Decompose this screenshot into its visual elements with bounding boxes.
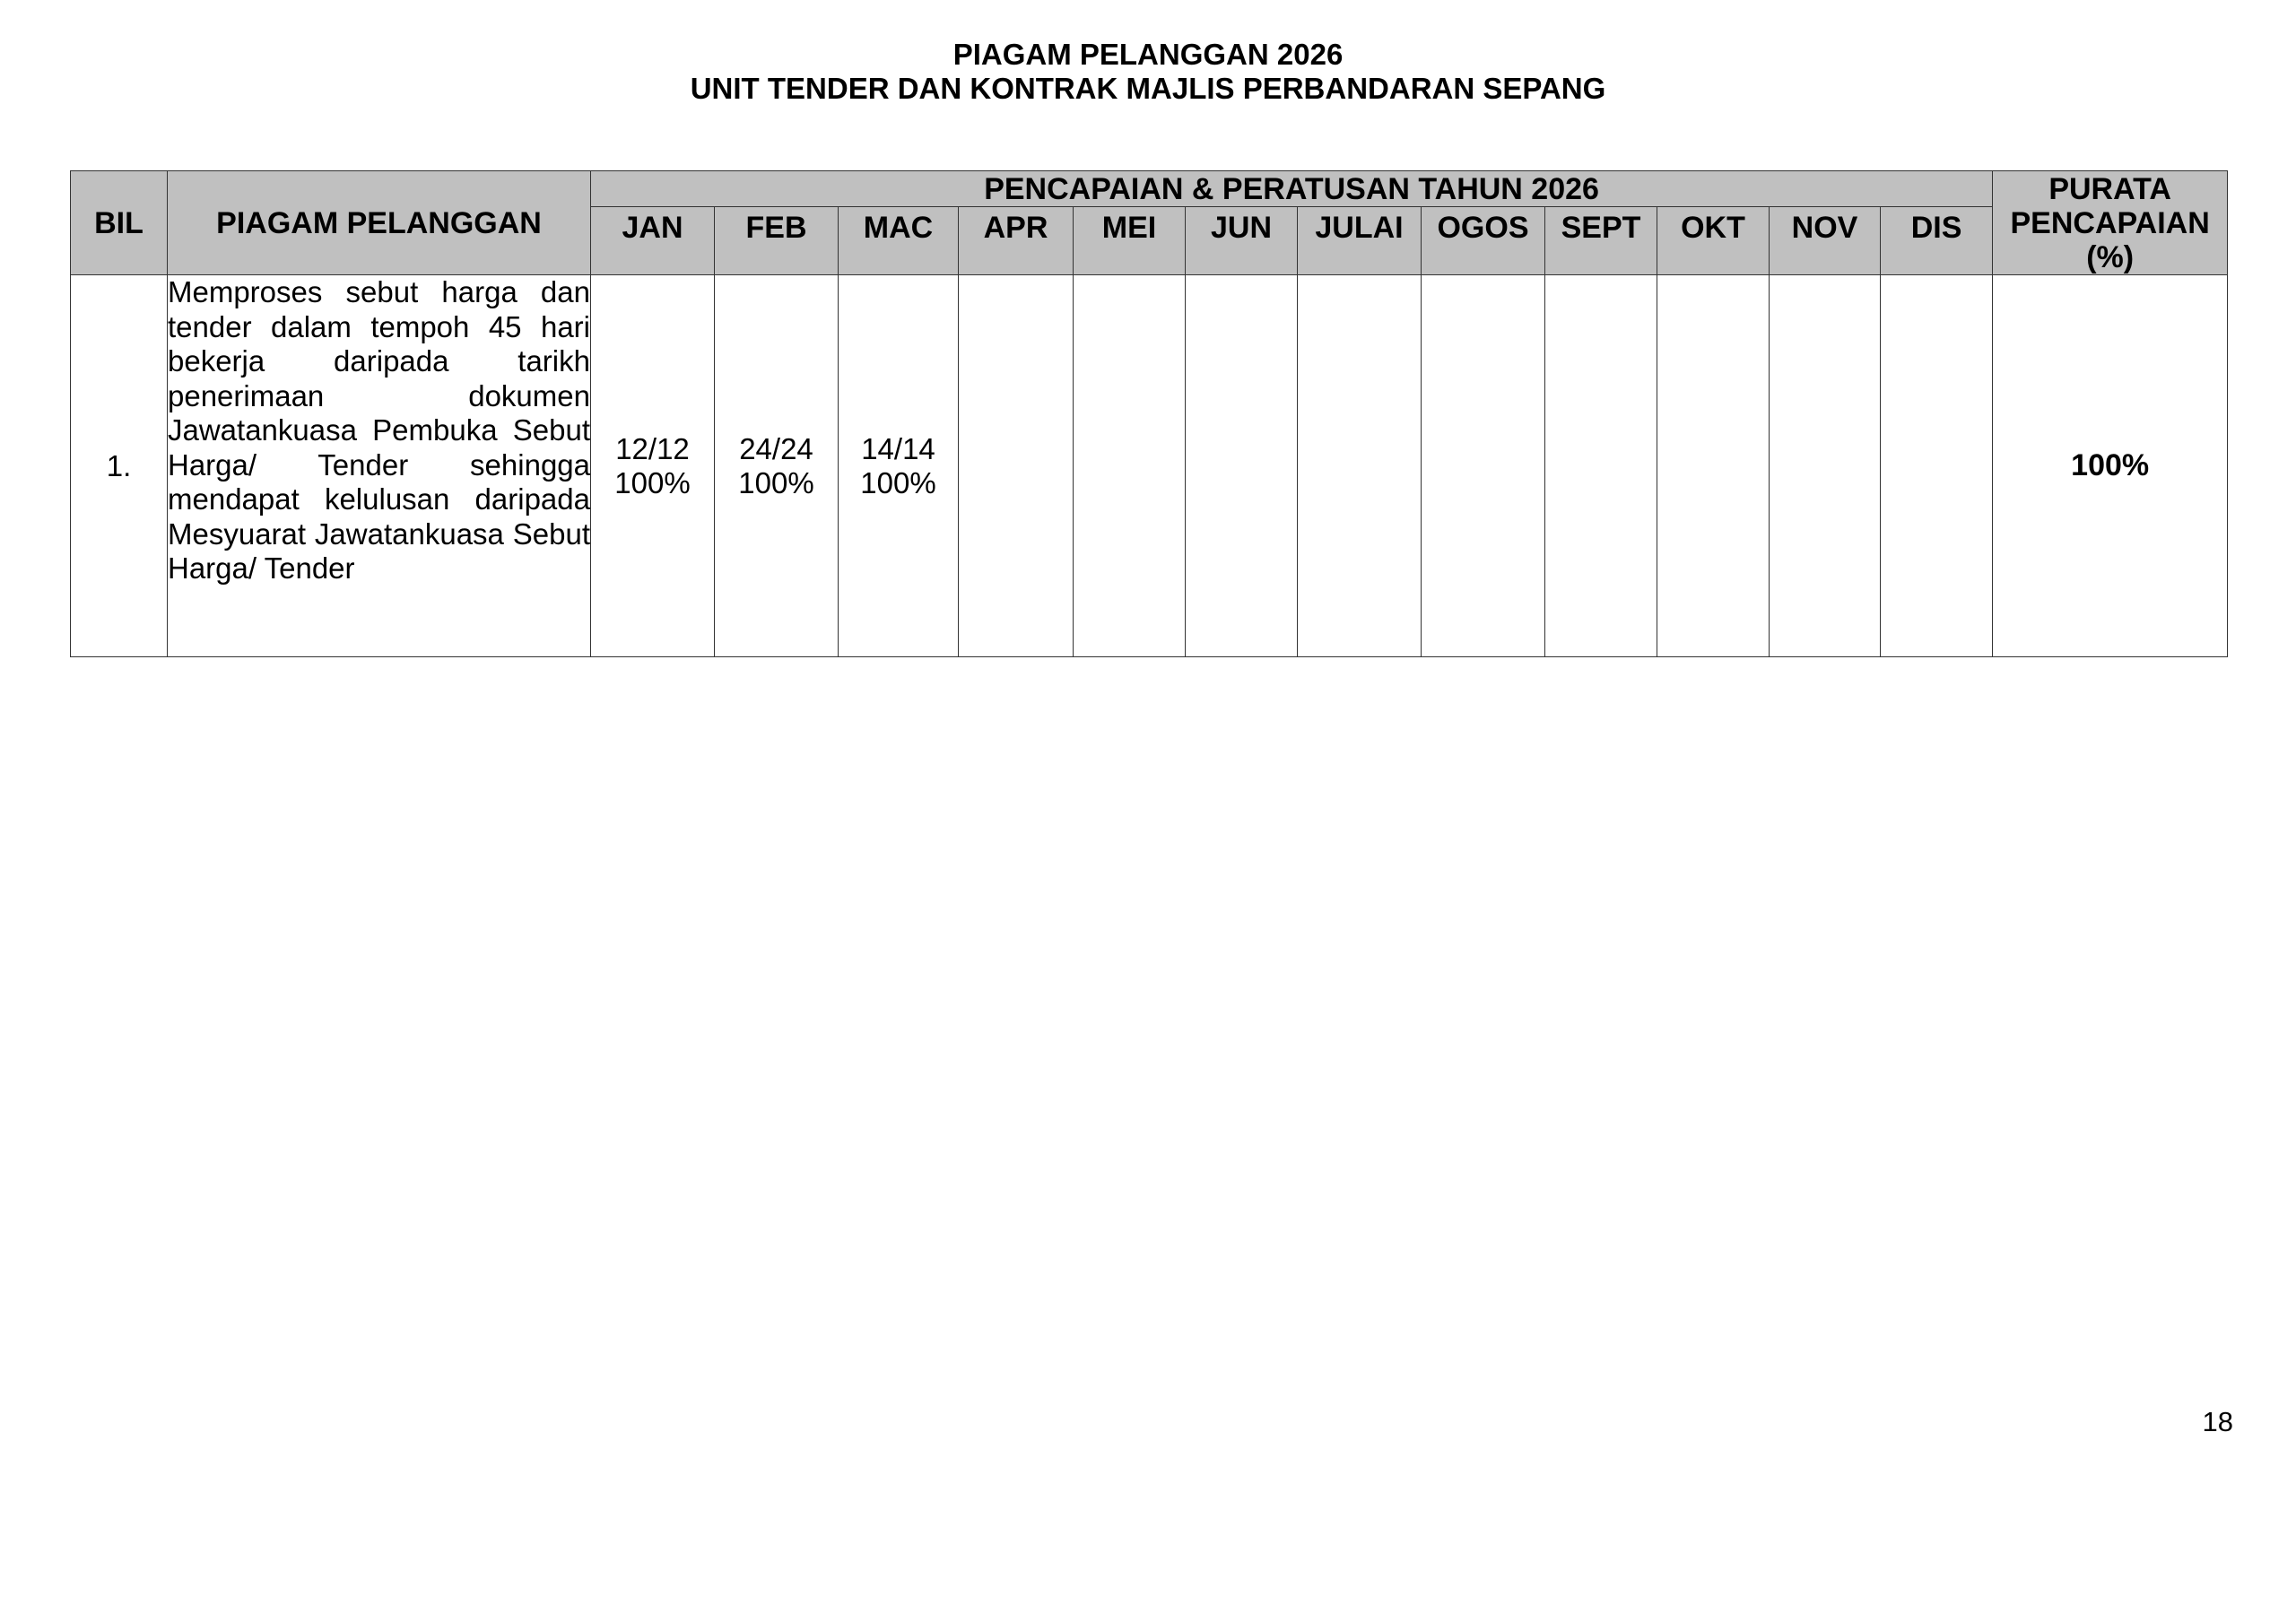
header-month-nov: NOV — [1770, 207, 1881, 275]
cell-jan-percent: 100% — [614, 465, 691, 499]
row-description: Memproses sebut harga dan tender dalam tempoh 45 hari bekerja daripada tarikh penerimaan dokumen Jawatankuasa Pembuka Sebut Harga/ Tender sehingga mendapat kelulusan daripada Mesyuarat Jawatankuasa Sebut Harga/ Tender — [168, 275, 591, 657]
document-title-block — [0, 38, 2296, 106]
cell-feb — [715, 275, 839, 657]
cell-mac — [839, 275, 959, 657]
cell-apr — [959, 275, 1074, 657]
cell-jan-ratio: 12/12 — [615, 431, 690, 465]
row-average: 100% — [1993, 275, 2228, 657]
customer-charter-table — [70, 170, 2228, 657]
header-month-sept: SEPT — [1545, 207, 1657, 275]
row-bil: 1. — [71, 275, 168, 657]
header-month-mei: MEI — [1074, 207, 1186, 275]
cell-jun — [1186, 275, 1298, 657]
cell-julai — [1298, 275, 1422, 657]
cell-feb-ratio: 24/24 — [739, 431, 813, 465]
header-average — [1993, 171, 2228, 275]
header-average-line1: PURATA — [2048, 171, 2171, 206]
header-average-line2: PENCAPAIAN — [2010, 205, 2210, 240]
header-month-jun: JUN — [1186, 207, 1298, 275]
cell-sept — [1545, 275, 1657, 657]
cell-jan — [591, 275, 715, 657]
header-month-dis: DIS — [1881, 207, 1993, 275]
header-month-ogos: OGOS — [1422, 207, 1545, 275]
header-month-mac: MAC — [839, 207, 959, 275]
header-row-1 — [71, 171, 2228, 207]
cell-okt — [1657, 275, 1770, 657]
header-charter: PIAGAM PELANGGAN — [168, 171, 591, 275]
header-month-julai: JULAI — [1298, 207, 1422, 275]
cell-dis — [1881, 275, 1993, 657]
document-subtitle: UNIT TENDER DAN KONTRAK MAJLIS PERBANDARAN SEPANG — [690, 72, 1606, 105]
header-month-apr: APR — [959, 207, 1074, 275]
header-month-feb: FEB — [715, 207, 839, 275]
page-number: 18 — [2202, 1406, 2233, 1437]
table-row — [71, 275, 2228, 657]
cell-nov — [1770, 275, 1881, 657]
document-title: PIAGAM PELANGGAN 2026 — [952, 38, 1344, 71]
cell-mac-ratio: 14/14 — [861, 431, 935, 465]
cell-mac-percent: 100% — [860, 465, 936, 499]
header-month-jan: JAN — [591, 207, 715, 275]
header-average-line3: (%) — [2086, 239, 2135, 274]
cell-mei — [1074, 275, 1186, 657]
cell-ogos — [1422, 275, 1545, 657]
header-achievement-group: PENCAPAIAN & PERATUSAN TAHUN 2026 — [591, 171, 1993, 207]
header-bil: BIL — [71, 171, 168, 275]
header-month-okt: OKT — [1657, 207, 1770, 275]
cell-feb-percent: 100% — [738, 465, 814, 499]
